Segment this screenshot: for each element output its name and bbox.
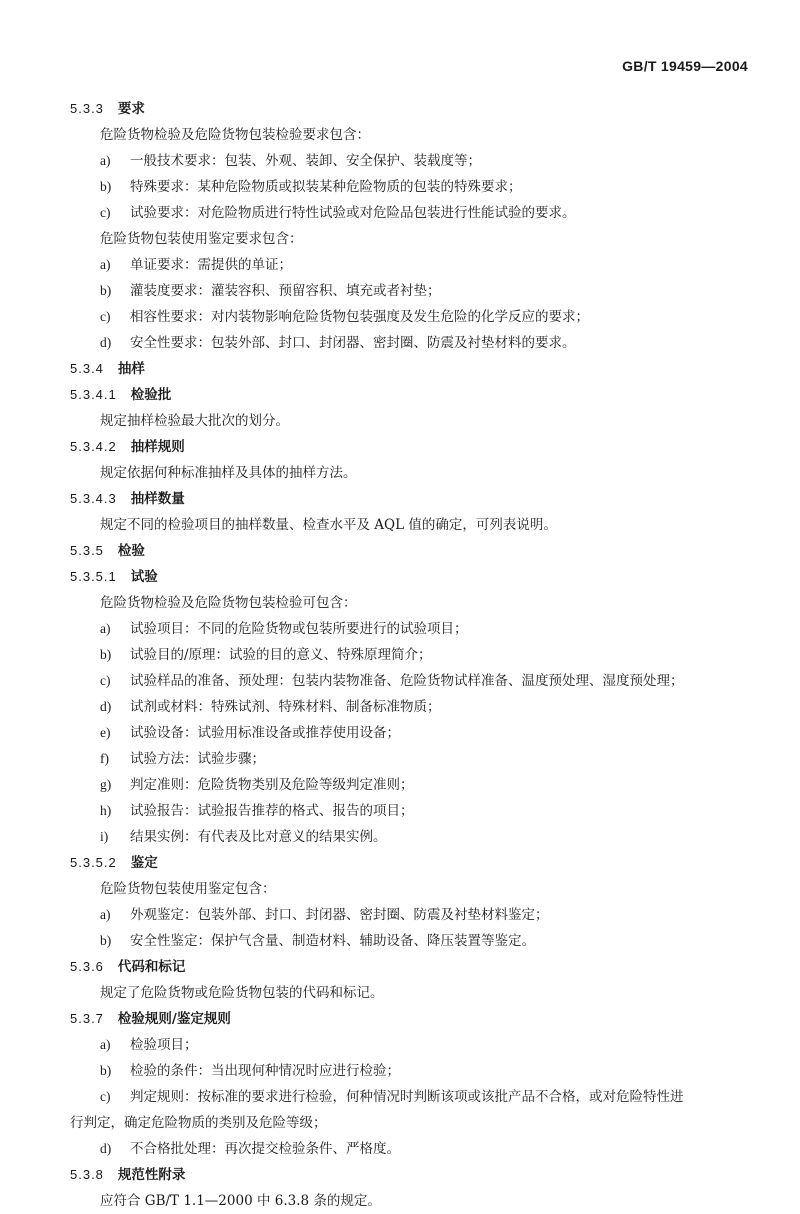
list-item-marker: i) bbox=[100, 829, 109, 844]
section-title: 抽样规则 bbox=[130, 439, 185, 455]
list-item-text: 检验的条件：当出现何种情况时应进行检验； bbox=[130, 1063, 400, 1079]
list-item bbox=[70, 330, 760, 356]
section-heading bbox=[70, 954, 760, 980]
list-item bbox=[70, 824, 760, 850]
list-item-marker: g) bbox=[100, 777, 112, 792]
list-item bbox=[70, 772, 760, 798]
list-item-continuation bbox=[70, 1110, 760, 1136]
list-item bbox=[70, 174, 760, 200]
section-number: 5.3.7 bbox=[70, 1011, 104, 1026]
list-item-text: 不合格批处理：再次提交检验条件、严格度。 bbox=[130, 1141, 400, 1157]
paragraph-text: 规定抽样检验最大批次的划分。 bbox=[100, 413, 289, 429]
section-title: 鉴定 bbox=[130, 855, 158, 871]
section-number: 5.3.4.3 bbox=[70, 491, 117, 506]
list-item-text: 试验设备：试验用标准设备或推荐使用设备； bbox=[130, 725, 400, 741]
list-item-text: 试验目的/原理：试验的目的意义、特殊原理简介； bbox=[130, 647, 432, 663]
list-item bbox=[70, 148, 760, 174]
paragraph-text: 应符合 GB/T 1.1—2000 中 6.3.8 条的规定。 bbox=[100, 1193, 381, 1209]
list-item-marker: b) bbox=[100, 283, 112, 298]
section-title: 检验批 bbox=[130, 387, 172, 403]
list-item-text: 判定规则：按标准的要求进行检验，何种情况时判断该项或该批产品不合格，或对危险特性进 bbox=[130, 1089, 684, 1105]
document-body bbox=[70, 96, 760, 1214]
paragraph bbox=[70, 460, 760, 486]
paragraph-text: 危险货物包装使用鉴定包含： bbox=[100, 881, 276, 897]
list-item bbox=[70, 200, 760, 226]
list-item-marker: a) bbox=[100, 621, 111, 636]
list-item bbox=[70, 616, 760, 642]
list-item-text: 一般技术要求：包装、外观、装卸、安全保护、装载度等； bbox=[130, 153, 481, 169]
section-heading bbox=[70, 382, 760, 408]
paragraph bbox=[70, 1188, 760, 1214]
list-item bbox=[70, 252, 760, 278]
section-number: 5.3.5.1 bbox=[70, 569, 117, 584]
paragraph bbox=[70, 512, 760, 538]
section-number: 5.3.3 bbox=[70, 101, 104, 116]
section-number: 5.3.4.2 bbox=[70, 439, 117, 454]
list-item-marker: a) bbox=[100, 907, 111, 922]
list-item-text: 试验样品的准备、预处理：包装内装物准备、危险货物试样准备、温度预处理、湿度预处理； bbox=[130, 673, 684, 689]
list-item-text: 试验要求：对危险物质进行特性试验或对危险品包装进行性能试验的要求。 bbox=[130, 205, 576, 221]
list-item bbox=[70, 1084, 760, 1110]
list-item bbox=[70, 746, 760, 772]
list-item bbox=[70, 668, 760, 694]
section-heading bbox=[70, 850, 760, 876]
standard-code: GB/T 19459—2004 bbox=[622, 58, 748, 74]
list-item bbox=[70, 304, 760, 330]
list-item-marker: e) bbox=[100, 725, 111, 740]
paragraph bbox=[70, 980, 760, 1006]
paragraph-text: 规定了危险货物或危险货物包装的代码和标记。 bbox=[100, 985, 384, 1001]
list-item-text: 试验方法：试验步骤； bbox=[130, 751, 265, 767]
paragraph-text: 危险货物包装使用鉴定要求包含： bbox=[100, 231, 303, 247]
list-item bbox=[70, 278, 760, 304]
list-item-text: 相容性要求：对内装物影响危险货物包装强度及发生危险的化学反应的要求； bbox=[130, 309, 589, 325]
list-item-text: 安全性要求：包装外部、封口、封闭器、密封圈、防震及衬垫材料的要求。 bbox=[130, 335, 576, 351]
list-item-text: 外观鉴定：包装外部、封口、封闭器、密封圈、防震及衬垫材料鉴定； bbox=[130, 907, 549, 923]
section-title: 代码和标记 bbox=[117, 959, 186, 975]
paragraph bbox=[70, 122, 760, 148]
list-item bbox=[70, 928, 760, 954]
list-item-marker: b) bbox=[100, 933, 112, 948]
list-item-marker: f) bbox=[100, 751, 109, 766]
list-item-marker: b) bbox=[100, 1063, 112, 1078]
list-item-marker: a) bbox=[100, 1037, 111, 1052]
list-item-text: 判定准则：危险货物类别及危险等级判定准则； bbox=[130, 777, 414, 793]
list-item-text: 灌装度要求：灌装容积、预留容积、填充或者衬垫； bbox=[130, 283, 441, 299]
section-number: 5.3.4.1 bbox=[70, 387, 117, 402]
section-title: 抽样数量 bbox=[130, 491, 185, 507]
section-number: 5.3.5 bbox=[70, 543, 104, 558]
list-item-marker: c) bbox=[100, 673, 111, 688]
section-number: 5.3.4 bbox=[70, 361, 104, 376]
list-item-marker: a) bbox=[100, 257, 111, 272]
list-item-marker: d) bbox=[100, 699, 112, 714]
section-heading bbox=[70, 96, 760, 122]
section-heading bbox=[70, 538, 760, 564]
section-number: 5.3.5.2 bbox=[70, 855, 117, 870]
section-title: 要求 bbox=[117, 101, 145, 117]
list-item-text: 试验项目：不同的危险货物或包装所要进行的试验项目； bbox=[130, 621, 468, 637]
list-item bbox=[70, 798, 760, 824]
section-heading bbox=[70, 564, 760, 590]
list-item bbox=[70, 1032, 760, 1058]
list-item-marker: b) bbox=[100, 179, 112, 194]
list-item-marker: a) bbox=[100, 153, 111, 168]
list-item-text: 检验项目； bbox=[130, 1037, 198, 1053]
list-item-marker: d) bbox=[100, 1141, 112, 1156]
list-item bbox=[70, 694, 760, 720]
list-item-marker: c) bbox=[100, 205, 111, 220]
paragraph-text: 规定依据何种标准抽样及具体的抽样方法。 bbox=[100, 465, 357, 481]
paragraph-text: 危险货物检验及危险货物包装检验要求包含： bbox=[100, 127, 370, 143]
list-item-marker: c) bbox=[100, 309, 111, 324]
paragraph-text: 规定不同的检验项目的抽样数量、检查水平及 AQL 值的确定，可列表说明。 bbox=[100, 517, 557, 533]
section-heading bbox=[70, 356, 760, 382]
section-heading bbox=[70, 486, 760, 512]
section-title: 检验 bbox=[117, 543, 145, 559]
list-item bbox=[70, 1058, 760, 1084]
paragraph-text: 危险货物检验及危险货物包装检验可包含： bbox=[100, 595, 357, 611]
section-title: 检验规则/鉴定规则 bbox=[117, 1011, 231, 1027]
list-item-text: 特殊要求：某种危险物质或拟装某种危险物质的包装的特殊要求； bbox=[130, 179, 522, 195]
paragraph bbox=[70, 590, 760, 616]
section-heading bbox=[70, 434, 760, 460]
list-item-marker: h) bbox=[100, 803, 112, 818]
section-heading bbox=[70, 1006, 760, 1032]
continuation-text: 行判定，确定危险物质的类别及危险等级； bbox=[70, 1115, 327, 1131]
list-item-marker: b) bbox=[100, 647, 112, 662]
section-number: 5.3.6 bbox=[70, 959, 104, 974]
list-item bbox=[70, 902, 760, 928]
list-item-text: 试验报告：试验报告推荐的格式、报告的项目； bbox=[130, 803, 414, 819]
list-item-marker: d) bbox=[100, 335, 112, 350]
list-item bbox=[70, 1136, 760, 1162]
list-item-text: 试剂或材料：特殊试剂、特殊材料、制备标准物质； bbox=[130, 699, 441, 715]
paragraph bbox=[70, 876, 760, 902]
list-item-text: 结果实例：有代表及比对意义的结果实例。 bbox=[130, 829, 387, 845]
section-title: 试验 bbox=[130, 569, 158, 585]
list-item-marker: c) bbox=[100, 1089, 111, 1104]
section-title: 抽样 bbox=[117, 361, 145, 377]
list-item-text: 单证要求：需提供的单证； bbox=[130, 257, 292, 273]
paragraph bbox=[70, 408, 760, 434]
section-number: 5.3.8 bbox=[70, 1167, 104, 1182]
section-title: 规范性附录 bbox=[117, 1167, 186, 1183]
section-heading bbox=[70, 1162, 760, 1188]
list-item bbox=[70, 720, 760, 746]
list-item bbox=[70, 642, 760, 668]
list-item-text: 安全性鉴定：保护气含量、制造材料、辅助设备、降压装置等鉴定。 bbox=[130, 933, 535, 949]
paragraph bbox=[70, 226, 760, 252]
